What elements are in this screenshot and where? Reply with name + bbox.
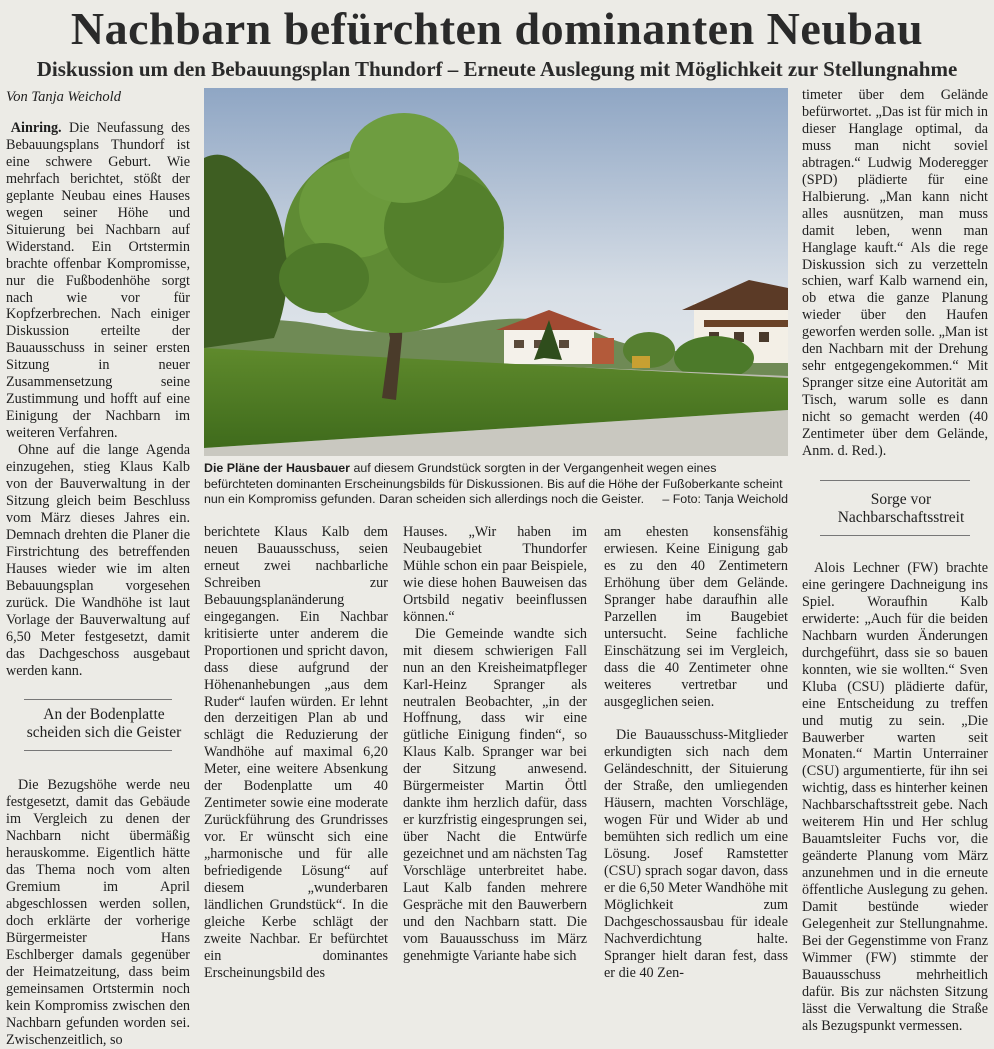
garden-house-photo <box>204 88 788 456</box>
article-photo <box>204 88 788 456</box>
lead-paragraph <box>6 120 190 442</box>
caption-lead: Die Pläne der Hausbauer <box>204 461 350 475</box>
section-subtitle: scheiden sich die Geister <box>26 724 182 742</box>
paragraph: Die Bezugshöhe werde neu festgesetzt, damit das Gebäude im Vergleich zu denen der Nachbarn nicht übermäßig herauskomme. Eigentlich hätte das Thema noch vom alten Gremium im April abgeschlossen werden sollen, doch erklärte der vorherige Bürgermeister Hans Eschlberger damals gegenüber der Heimatzeitung, dass beim gemeinsamen Ortstermin noch kein Kompromiss zwischen den Nachbarn gefunden worden sei. Zwischenzeitlich, so <box>6 777 190 1048</box>
section-rule <box>24 699 172 700</box>
photo-credit: – Foto: Tanja Weichold <box>662 492 788 507</box>
section-subtitle: Nachbarschaftsstreit <box>837 508 965 526</box>
section-rule <box>820 535 970 536</box>
lead-text: Die Neufassung des Bebauungsplans Thundorf ist eine schwere Geburt. Wie mehrfach berichtet, stößt der geplante Neubau eines Hauses wegen seiner Höhe und Situierung bei Nachbarn auf Widerstand. Ein Ortstermin brachte offenbar Kompromisse, nur die Fußbodenhöhe sorgt nach wie vor für Kopfzerbrechen. Nach einiger Diskussion erteilte der Bauausschuss in seiner ersten Sitzung in neuer Zusammensetzung seine Zustimmung und hofft auf eine Einigung der Nachbarn im weiteren Verfahren. <box>6 120 190 442</box>
article-column-3 <box>403 524 587 965</box>
paragraph: Die Bauausschuss-Mitglieder erkundigten sich nach dem Geländeschnitt, der Situierung der Straße, den umliegenden Häusern, machten Vorschläge, wogen Für und Wider ab und bemühten sich redlich um eine Lösung. Josef Ramstetter (CSU) sprach sogar davon, dass er die 6,50 Meter Wandhöhe mit Möglichkeit zum Dachgeschossausbau für ideale Nachverdichtung halte. Spranger hielt daran fest, dass er die 40 Zen- <box>604 727 788 981</box>
paragraph: am ehesten konsensfähig erwiesen. Keine Einigung gab es zu den 40 Zentimetern Erhöhung über dem Gelände. Spranger habe daraufhin alle Parzellen im Baugebiet untersucht. Seine fachliche Einschätzung sei im Vergleich, dass die 40 Zentimeter ohne weiteres vertretbar und ausgeglichen seien. <box>604 524 788 710</box>
paragraph: Ohne auf die lange Agenda einzugehen, stieg Klaus Kalb von der Bauverwaltung in der Sitzung gleich beim Beschluss vom März dieses Jahres ein. Demnach drehten die Planer die Firstrichtung des betreffenden Hauses wieder wie im alten Bebauungsplan vorgesehen zurück. Die Wandhöhe ist laut Vorlage der Bauverwaltung auf 6,50 Meter festgesetzt, damit das Dachgeschoss ausgebaut werden kann. <box>6 442 190 679</box>
article-column-5 <box>802 87 988 1035</box>
dateline: Ainring. <box>10 120 62 136</box>
article-column-1 <box>6 120 190 1049</box>
section-subtitle: An der Bodenplatte <box>43 706 165 724</box>
photo-caption <box>204 461 788 508</box>
byline: Von Tanja Weichold <box>6 89 121 105</box>
caption-text: auf diesem Grundstück sorgten in der Vergangenheit wegen eines befürchteten dominanten Erscheinungsbilds für Diskussionen. Bis auf die Höhe der Fußoberkante scheint nun ein Kompromiss gefunden. Daran scheiden sich allerdings noch die Geister. <box>204 461 783 507</box>
article-column-4 <box>604 524 788 982</box>
paragraph: berichtete Klaus Kalb dem neuen Bauausschuss, seien erneut zwei nachbarliche Schreiben zur Bebauungsplanänderung eingegangen. Ein Nachbar kritisierte unter anderem die Proportionen und spricht davon, dass diese aufgrund der Höhenanhebungen „aus dem Ruder“ laufen würden. Er lehnt den derzeitigen Plan ab und schlägt die Reduzierung der Wandhöhe auf maximal 6,20 Meter, eine weitere Absenkung der Bodenplatte um 40 Zentimeter sowie eine moderate Zurückführung des Grundrisses vor. Er wünscht sich eine „harmonische und für alle befriedigende Lösung“ auf diesem „wunderbaren ländlichen Grundstück“. In die gleiche Kerbe schlägt der zweite Nachbar. Er befürchtet ein dominantes Erscheinungsbild des <box>204 524 388 981</box>
paragraph: Die Gemeinde wandte sich mit diesem schwierigen Fall nun an den Kreisheimatpfleger Karl-Heinz Spranger als neutralen Beobachter, „in der Hoffnung, dass wir eine gütliche Einigung finden“, so Klaus Kalb. Spranger war bei der Sitzung anwesend. Bürgermeister Martin Öttl dankte ihm herzlich dafür, dass er kurzfristig eingesprungen sei, über Nacht die Entwürfe gezeichnet und am nächsten Tag Vorschläge unterbreitet habe. Laut Kalb fanden mehrere Gespräche mit den Bauwerbern und den Nachbarn statt. Die vom Bauausschuss im März genehmigte Variante habe sich <box>403 625 587 964</box>
section-rule <box>24 750 172 751</box>
section-rule <box>820 480 970 481</box>
paragraph: Alois Lechner (FW) brachte eine geringere Dachneigung ins Spiel. Woraufhin Kalb erwiderte: „Auch für die beiden Nachbarn wurden Änderungen durchgeführt, dass sie so bauen konnten, wie sie wollten.“ Sven Kluba (CSU) plädierte dafür, eine Entscheidung zu treffen und mutig zu sein. „Die Bauwerber warten seit Monaten.“ Martin Unterrainer (CSU) argumentierte, für ihn sei wichtig, dass es hinterher keinen Nachbarschaftsstreit gebe. Nach weiterem Hin und Her schlug Bauamtsleiter Fuchs vor, die geänderte Planung vom März anzunehmen und in die erneute öffentliche Auslegung zu gehen. Damit bestünde wieder Gelegenheit zur Stellungnahme. Bei der Gegenstimme von Franz Wimmer (FW) stimmte der Bauausschuss mehrheitlich dafür. Bis zur nächsten Sitzung lässt die Verwaltung die Straße als Bezugspunkt vermessen. <box>802 559 988 1034</box>
subheadline: Diskussion um den Bebauungsplan Thundorf – Erneute Auslegung mit Möglichkeit zur Stellungnahme <box>36 57 958 81</box>
paragraph: timeter über dem Gelände befürwortet. „Das ist für mich in dieser Hanglage optimal, da muss man nicht soviel abtragen.“ Ludwig Moderegger (SPD) plädierte für eine Halbierung. „Man kann nicht alles ausnützen, man muss damit leben, wenn man Hanglage kauft.“ Als die rege Diskussion sich zu verzetteln schien, warf Kalb warnend ein, ob etwa die ganze Planung wieder über den Haufen geworfen werden solle. „Man ist den Nachbarn mit der Drehung sehr entgegengekommen.“ Mit Spranger sitze eine Autorität am Tisch, warum solle es dann nicht so gemacht werden (40 Zentimeter über dem Gelände, Anm. d. Red.). <box>802 87 988 460</box>
article-column-2 <box>204 524 388 982</box>
paragraph: Hauses. „Wir haben im Neubaugebiet Thundorfer Mühle schon ein paar Beispiele, wie diese hohen Bauweisen das Ortsbild negativ beeinflussen können.“ <box>403 524 587 625</box>
headline: Nachbarn befürchten dominanten Neubau <box>70 3 924 54</box>
section-subtitle: Sorge vor <box>870 490 932 508</box>
